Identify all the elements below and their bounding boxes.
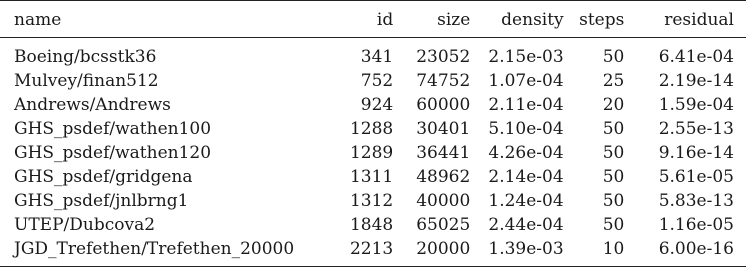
cell-residual: 1.16e-05 (658, 215, 734, 235)
cell-id: 1311 (349, 167, 394, 187)
cell-steps: 25 (602, 71, 625, 91)
cell-id: 924 (360, 95, 394, 115)
cell-name: GHS_psdef/gridgena (14, 167, 193, 187)
cell-size: 40000 (416, 191, 471, 211)
cell-name: GHS_psdef/wathen120 (14, 143, 212, 163)
cell-size: 65025 (416, 215, 471, 235)
cell-steps: 50 (602, 215, 625, 235)
cell-id: 1312 (349, 191, 394, 211)
cell-residual: 9.16e-14 (658, 143, 734, 163)
table-row (0, 213, 746, 237)
header-name: name (0, 1, 320, 38)
cell-density: 4.26e-04 (488, 143, 564, 163)
cell-residual: 5.83e-13 (658, 191, 734, 211)
header-size: size (393, 1, 470, 38)
table-row (0, 237, 746, 267)
table-row (0, 38, 746, 70)
cell-steps: 10 (564, 237, 625, 267)
table-row (0, 141, 746, 165)
cell-size: 36441 (416, 143, 471, 163)
table-row (0, 117, 746, 141)
cell-id: 1288 (349, 119, 394, 139)
cell-name: UTEP/Dubcova2 (14, 215, 156, 235)
cell-size: 74752 (416, 71, 471, 91)
cell-residual: 5.61e-05 (658, 167, 734, 187)
cell-id: 1289 (349, 143, 394, 163)
cell-density: 1.24e-04 (488, 191, 564, 211)
cell-residual: 2.55e-13 (658, 119, 734, 139)
cell-id: 752 (360, 71, 394, 91)
cell-size: 60000 (416, 95, 471, 115)
cell-steps: 50 (602, 191, 625, 211)
cell-name: GHS_psdef/wathen100 (14, 119, 212, 139)
cell-id: 1848 (349, 215, 394, 235)
header-row (0, 1, 746, 38)
table-row (0, 93, 746, 117)
cell-density: 2.44e-04 (488, 215, 564, 235)
table-body (0, 38, 746, 267)
cell-size: 30401 (416, 119, 471, 139)
table-header (0, 1, 746, 38)
cell-steps: 20 (602, 95, 625, 115)
table-row (0, 69, 746, 93)
cell-residual: 1.59e-04 (658, 95, 734, 115)
cell-name: Andrews/Andrews (14, 95, 171, 115)
cell-name: Boeing/bcsstk36 (14, 47, 157, 67)
cell-density: 2.15e-03 (488, 47, 564, 67)
header-steps: steps (564, 1, 625, 38)
table-row (0, 189, 746, 213)
cell-size: 20000 (393, 237, 470, 267)
cell-id: 341 (360, 47, 394, 67)
header-density: density (470, 1, 563, 38)
cell-name: JGD_Trefethen/Trefethen_20000 (0, 237, 320, 267)
header-residual: residual (624, 1, 746, 38)
cell-size: 48962 (416, 167, 471, 187)
table-row (0, 165, 746, 189)
cell-density: 1.39e-03 (470, 237, 563, 267)
cell-density: 5.10e-04 (488, 119, 564, 139)
cell-residual: 2.19e-14 (658, 71, 734, 91)
cell-steps: 50 (602, 143, 625, 163)
cell-name: Mulvey/finan512 (14, 71, 159, 91)
cell-residual: 6.41e-04 (658, 47, 734, 67)
cell-residual: 6.00e-16 (624, 237, 746, 267)
cell-steps: 50 (602, 47, 625, 67)
cell-density: 2.14e-04 (488, 167, 564, 187)
cell-steps: 50 (602, 119, 625, 139)
header-id: id (320, 1, 393, 38)
cell-steps: 50 (602, 167, 625, 187)
cell-density: 1.07e-04 (488, 71, 564, 91)
cell-name: GHS_psdef/jnlbrng1 (14, 191, 189, 211)
cell-size: 23052 (416, 47, 471, 67)
cell-density: 2.11e-04 (488, 95, 564, 115)
cell-id: 2213 (320, 237, 393, 267)
